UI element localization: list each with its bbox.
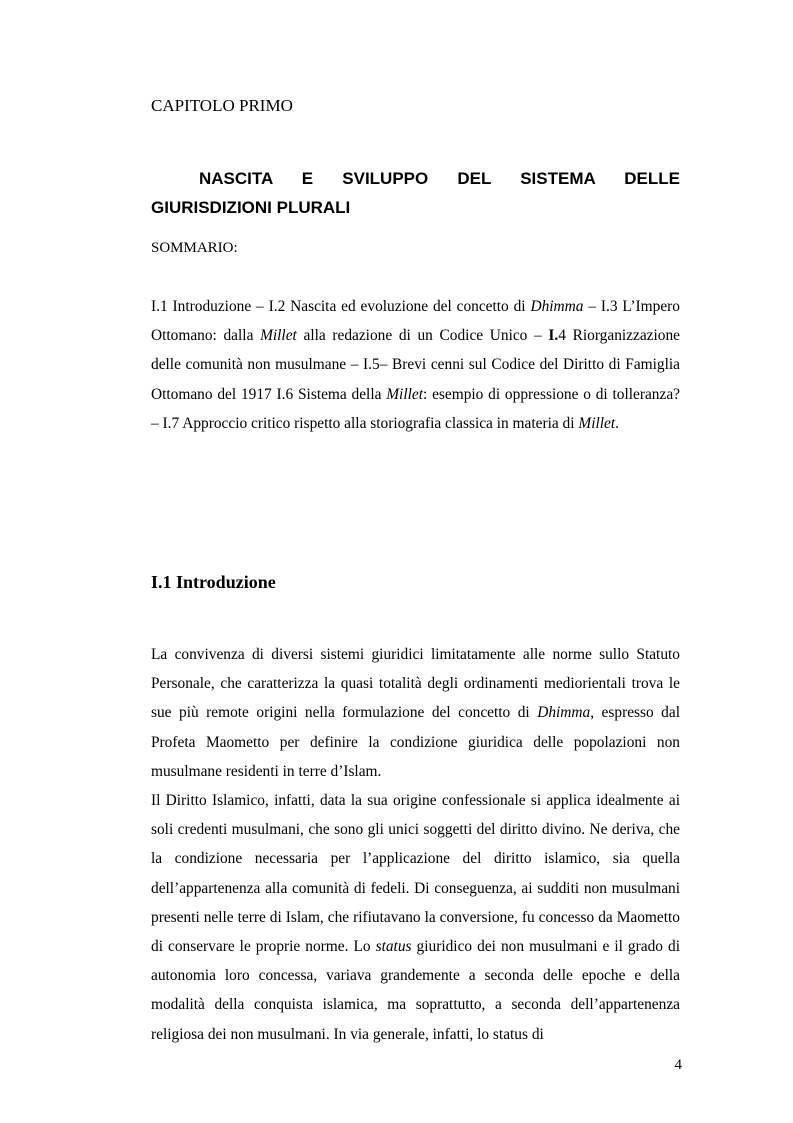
summary-italic-term: Dhimma: [530, 298, 584, 315]
summary-italic-term: Millet: [386, 385, 423, 403]
body-segment: , espresso dal Profeta Maometto per definire la condizione giuridica delle popolazioni non musulmane residenti in terre d’Islam.: [151, 704, 680, 780]
body-paragraph-1: [151, 640, 680, 786]
summary-italic-term: Millet: [260, 327, 297, 345]
summary-segment: 4 Riorganizzazione delle comunità non musulmane – I.5– Brevi cenni sul Codice del Diritto di Famiglia Ottomano del 1917 I.6 Sistema della: [151, 327, 680, 403]
body-segment: Il Diritto Islamico, infatti, data la sua origine confessionale si applica idealmente ai soli credenti musulmani, che sono gli unici soggetti del diritto divino. Ne deriva, che la condizione necessaria per l’applicazione del diritto islamico, sia quella dell’appartenenza alla comunità di fedeli. Di conseguenza, ai sudditi non musulmani presenti nelle terre di Islam, che rifiutavano la conversione, fu concesso da Maometto di conservare le proprie norme. Lo: [151, 792, 680, 956]
summary-label: SOMMARIO:: [151, 240, 238, 256]
body-segment: La convivenza di diversi sistemi giuridici limitatamente alle norme sullo Statuto Personale, che caratterizza la quasi totalità degli ordinamenti mediorientali trova le sue più remote origini nella formulazione del concetto di: [151, 646, 680, 722]
body-segment: giuridico dei non musulmani e il grado di autonomia loro concessa, variava grandemente a seconda delle epoche e della modalità della conquista islamica, ma soprattutto, a seconda dell’appartenenza religiosa dei non musulmani. In via generale, infatti, lo status di: [151, 938, 680, 1043]
body-italic-term: Dhimma: [537, 704, 591, 722]
summary-text: [151, 292, 680, 438]
summary-segment: I.1 Introduzione – I.2 Nascita ed evoluzione del concetto di: [151, 298, 531, 315]
chapter-title: [151, 164, 680, 222]
body-italic-term: status: [375, 938, 412, 956]
summary-bold-term: I.: [548, 327, 559, 345]
summary-italic-term: Millet: [578, 414, 616, 432]
body-paragraph-2: [151, 786, 680, 1049]
body-text: [151, 640, 680, 1049]
summary-segment: – I.3 L’Impero Ottomano: dalla: [151, 298, 680, 345]
chapter-title-line-1: NASCITA E SVILUPPO DEL SISTEMA DELLE: [199, 169, 680, 188]
summary-segment: : esempio di oppressione o di tolleranza? – I.7 Approccio critico rispetto alla storiografia classica in materia di: [151, 385, 680, 432]
summary-segment: alla redazione di un Codice Unico –: [296, 327, 549, 345]
summary-segment: .: [615, 414, 619, 432]
chapter-title-line-2: GIURISDIZIONI PLURALI: [151, 198, 351, 217]
page-number: 4: [674, 1057, 682, 1073]
chapter-label: CAPITOLO PRIMO: [151, 96, 293, 115]
section-heading: I.1 Introduzione: [151, 572, 276, 592]
